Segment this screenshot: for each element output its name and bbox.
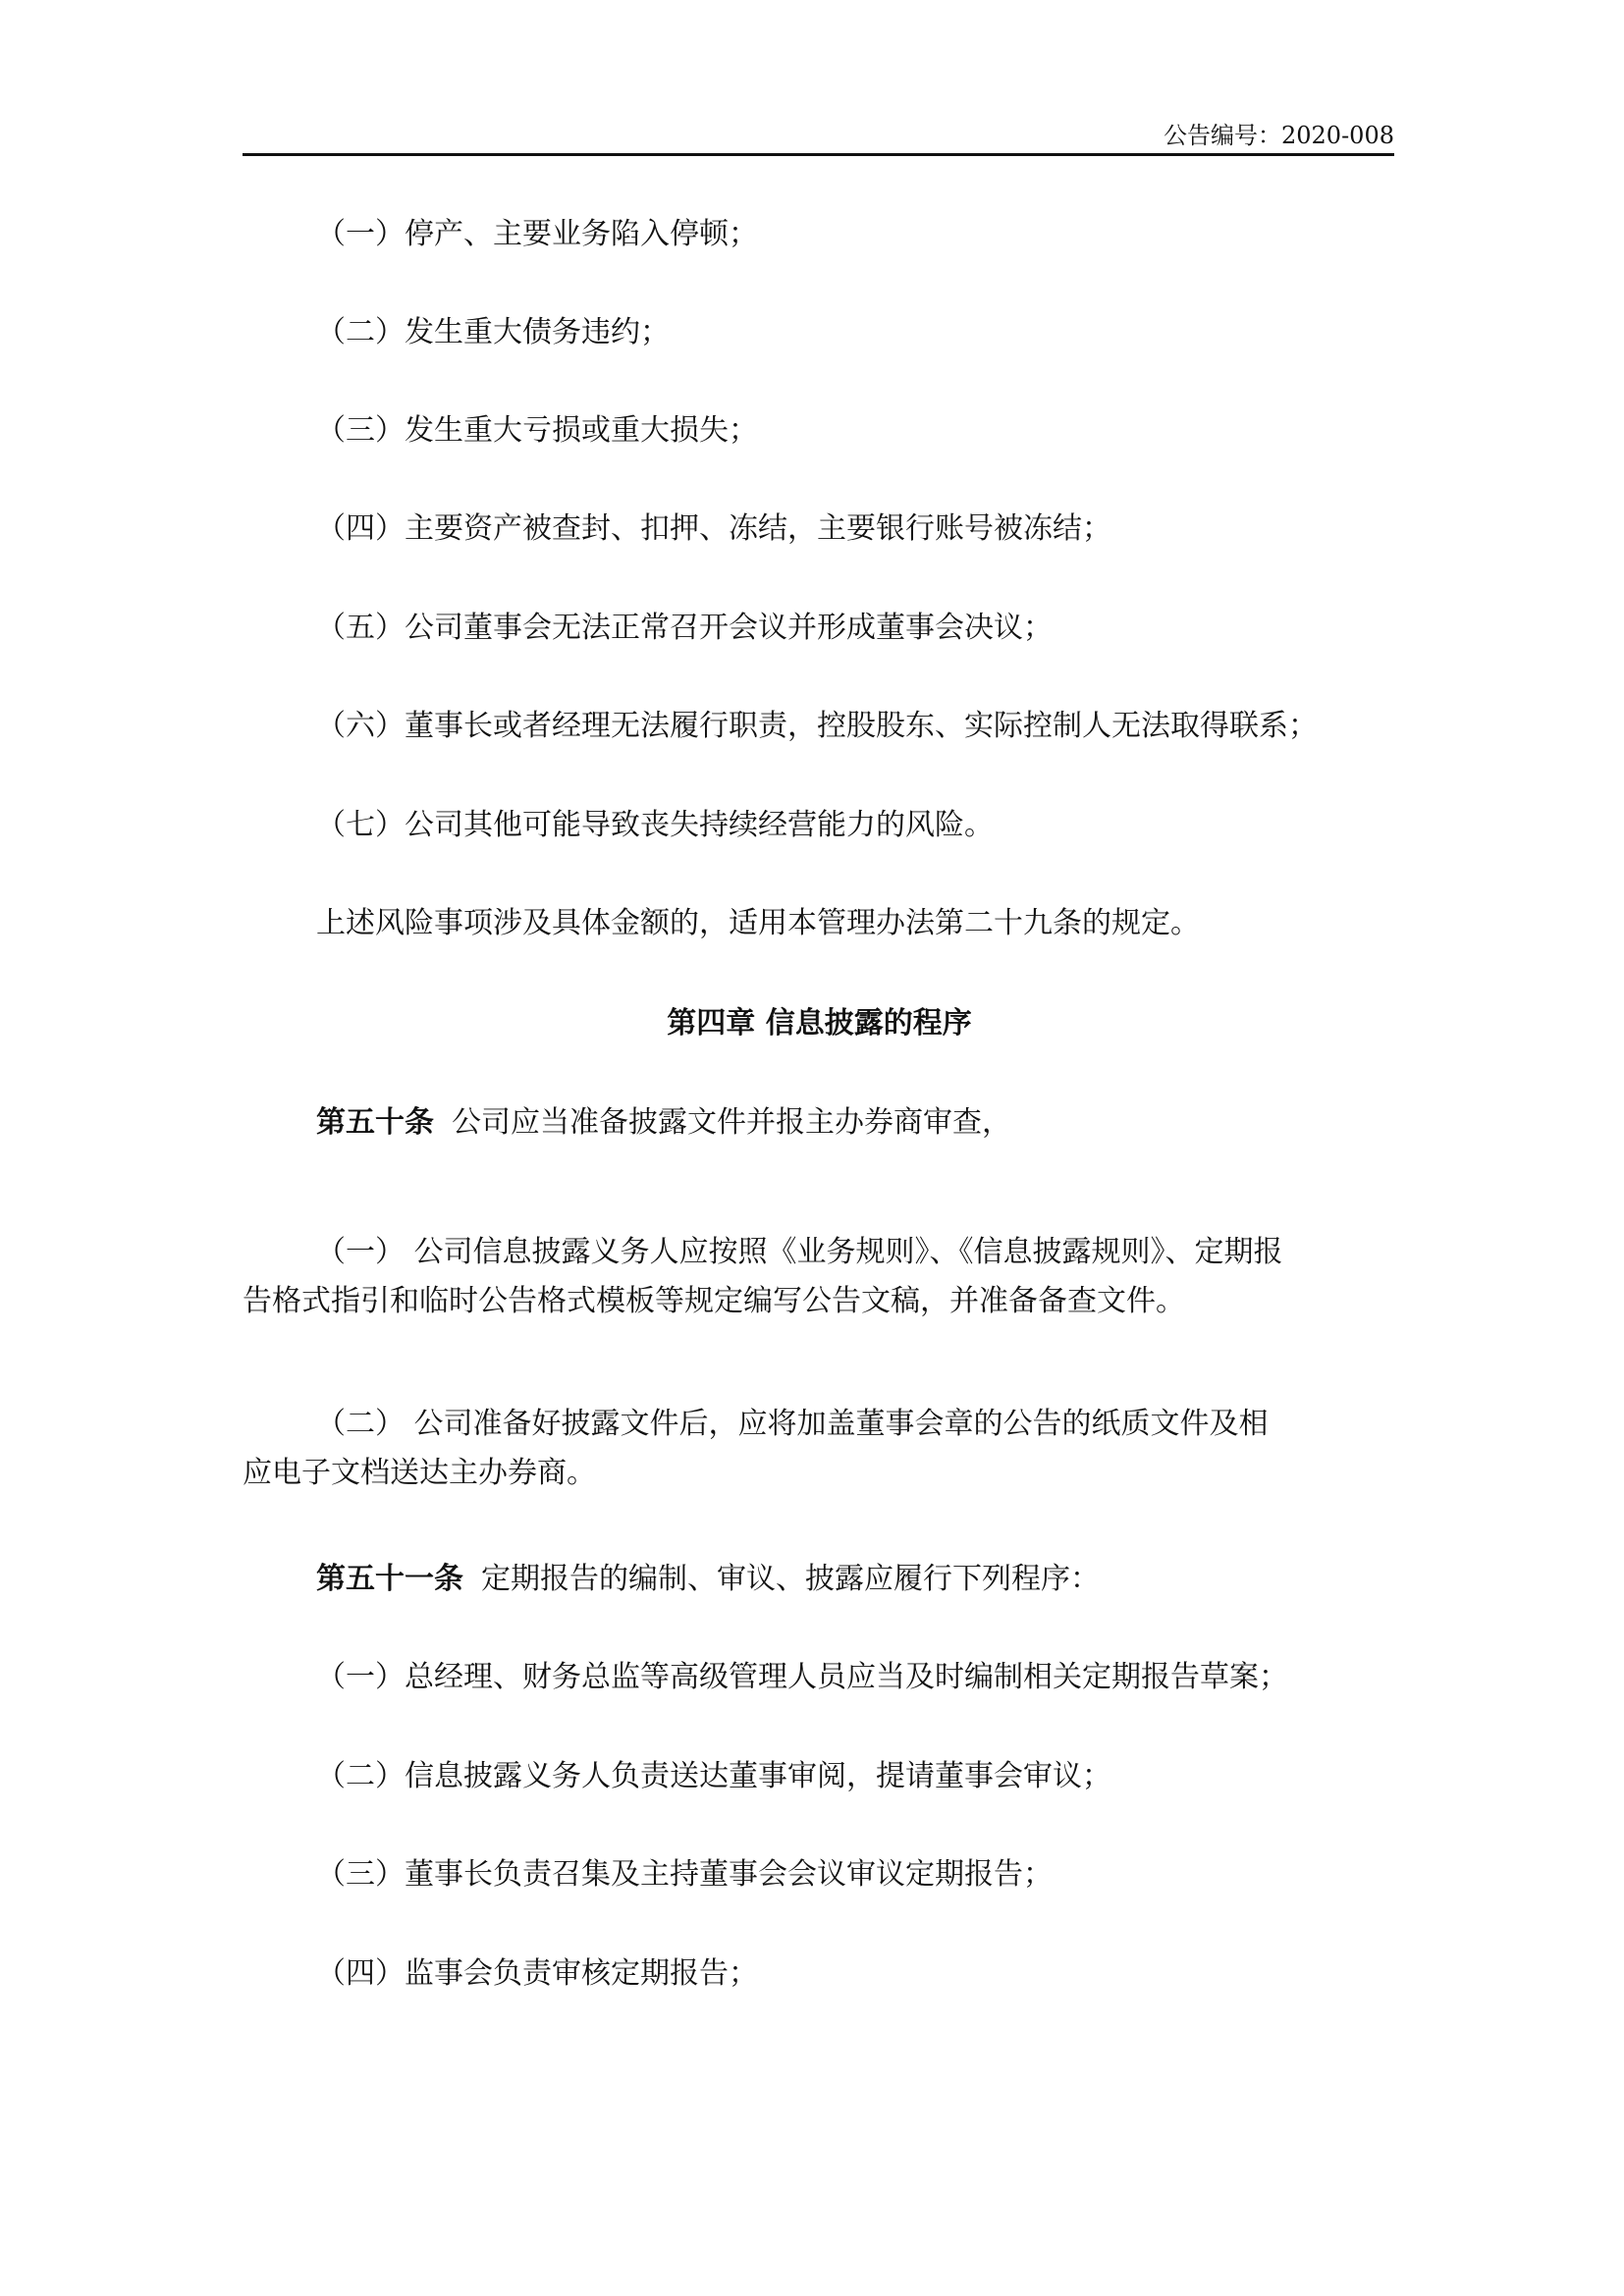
article-50 <box>316 1100 1396 1146</box>
risk-item-4: （四）主要资产被查封、扣押、冻结，主要银行账号被冻结； <box>316 511 1111 546</box>
article-51-item-2: （二）信息披露义务人负责送达董事审阅，提请董事会审议； <box>316 1759 1111 1793</box>
risk-item-6: （六）董事长或者经理无法履行职责，控股股东、实际控制人无法取得联系； <box>316 709 1318 743</box>
article-50-item-2-line-1: （二） 公司准备好披露文件后，应将加盖董事会章的公告的纸质文件及相 <box>316 1407 1269 1441</box>
risk-item-2: （二）发生重大债务违约； <box>316 315 670 349</box>
article-51-item-1: （一）总经理、财务总监等高级管理人员应当及时编制相关定期报告草案； <box>316 1660 1288 1694</box>
risk-item-3: （三）发生重大亏损或重大损失； <box>316 413 758 448</box>
article-50-item-1 <box>243 1214 1396 1340</box>
chapter-title: 第四章 信息披露的程序 <box>667 1006 972 1041</box>
article-50-item-1-line-1: （一） 公司信息披露义务人应按照《业务规则》、《信息披露规则》、定期报 <box>316 1235 1283 1269</box>
article-51-text: 定期报告的编制、审议、披露应履行下列程序： <box>481 1562 1100 1596</box>
article-50-item-1-line-2: 告格式指引和临时公告格式模板等规定编写公告文稿，并准备备查文件。 <box>243 1284 1185 1318</box>
article-51-item-3: （三）董事长负责召集及主持董事会会议审议定期报告； <box>316 1857 1053 1892</box>
risk-item-7: （七）公司其他可能导致丧失持续经营能力的风险。 <box>316 808 994 842</box>
risk-note: 上述风险事项涉及具体金额的，适用本管理办法第二十九条的规定。 <box>316 906 1200 940</box>
announcement-number: 公告编号：2020-008 <box>1164 122 1394 149</box>
header-rule <box>243 153 1394 156</box>
article-50-text: 公司应当准备披露文件并报主办券商审查， <box>452 1105 1011 1140</box>
article-50-item-2 <box>243 1386 1396 1512</box>
article-51-label: 第五十一条 <box>316 1562 463 1596</box>
article-51 <box>316 1557 1396 1602</box>
risk-item-5: （五）公司董事会无法正常召开会议并形成董事会决议； <box>316 611 1053 645</box>
article-50-item-2-line-2: 应电子文档送达主办券商。 <box>243 1456 596 1490</box>
risk-item-1: （一）停产、主要业务陷入停顿； <box>316 217 758 251</box>
article-51-item-4: （四）监事会负责审核定期报告； <box>316 1956 758 1991</box>
article-50-label: 第五十条 <box>316 1105 434 1140</box>
